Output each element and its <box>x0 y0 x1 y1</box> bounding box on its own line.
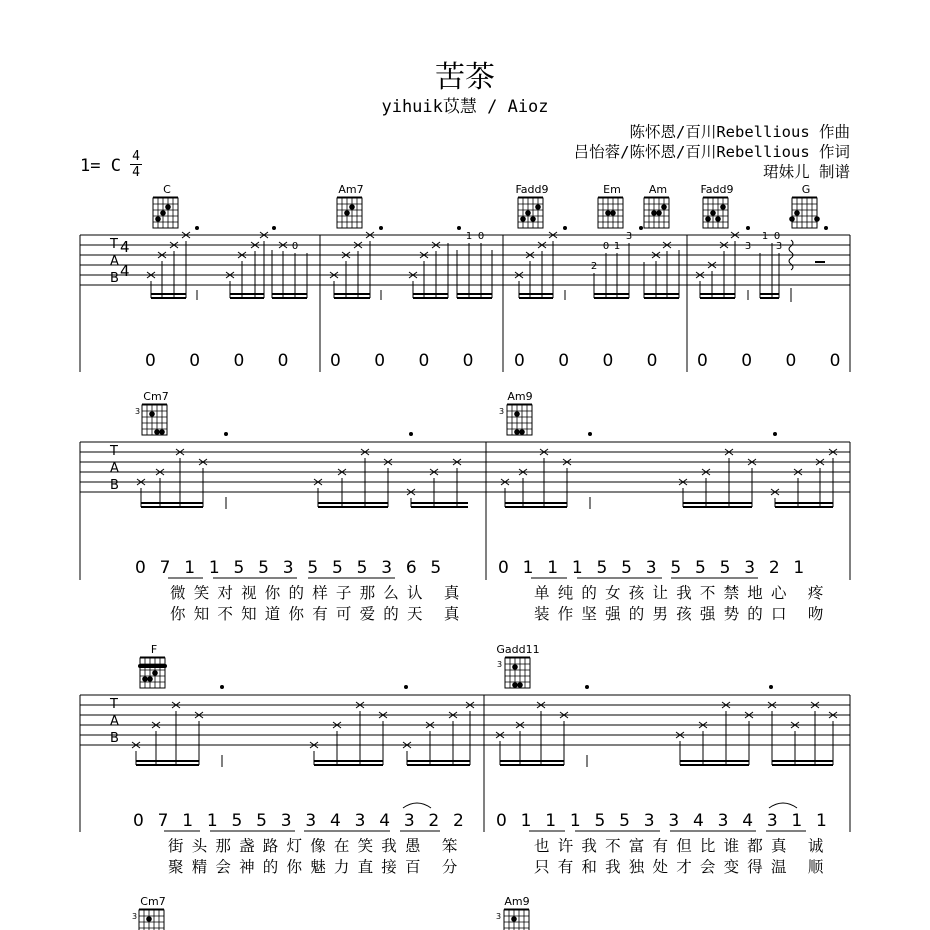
rhythm-stems-1 <box>151 240 825 302</box>
system-1 <box>80 183 850 372</box>
chord-name: Em <box>603 183 621 196</box>
svg-text:只有和我独处才会变得温 顺: 只有和我独处才会变得温 顺 <box>534 858 832 876</box>
lyricist-credit: 吕怡蓉/陈怀恩/百川Rebellious 作词 <box>573 143 850 161</box>
song-artist: yihuik苡慧 / Aioz <box>381 97 549 117</box>
svg-text:3: 3 <box>499 407 505 416</box>
chord-diagram-em <box>598 183 623 228</box>
svg-text:A: A <box>110 461 119 476</box>
numbered-notation-2 <box>135 558 808 578</box>
svg-text:0 7 1 1 5 5 3 3 4 3 4 3 2: 0 7 1 1 5 5 3 3 4 3 4 3 2 2 <box>133 811 469 831</box>
transcriber-credit: 珺妹儿 制谱 <box>763 163 850 181</box>
svg-text:Am9: Am9 <box>504 895 530 908</box>
svg-text:F: F <box>150 643 158 656</box>
svg-text:2: 2 <box>590 261 598 272</box>
time-signature-bottom: 4 <box>132 165 140 180</box>
beat-dots-2 <box>224 432 777 436</box>
chord-name: Fadd9 <box>700 183 734 196</box>
svg-text:0 0 0 0: 0 0 0 0 <box>697 351 841 371</box>
svg-text:0: 0 <box>291 241 299 252</box>
svg-text:0: 0 <box>477 231 485 242</box>
lyrics-2 <box>170 583 832 623</box>
svg-text:Am9: Am9 <box>507 390 533 403</box>
tab-fret-numbers-1 <box>292 231 782 272</box>
chord-diagram-am7 <box>337 183 364 228</box>
chord-name: G <box>801 183 811 196</box>
svg-text:Cm7: Cm7 <box>143 390 169 403</box>
svg-text:1: 1 <box>465 231 473 242</box>
composer-credit: 陈怀恩/百川Rebellious 作曲 <box>629 123 850 141</box>
beat-dots-3 <box>220 685 773 689</box>
rhythm-stems-2 <box>141 458 833 509</box>
tab-time-bottom: 4 <box>120 262 130 280</box>
tab-time-top: 4 <box>120 238 130 256</box>
svg-text:0 0 0 0: 0 0 0 0 <box>514 351 658 371</box>
svg-text:Gadd11: Gadd11 <box>496 643 540 656</box>
svg-text:T: T <box>110 444 118 459</box>
chord-diagram-am9 <box>499 390 533 435</box>
svg-text:0 7 1 1 5 5 3 5 5 5 3 6 5: 0 7 1 1 5 5 3 5 5 5 3 6 5 <box>135 558 446 578</box>
svg-text:也许我不富有但比谁都真 诚: 也许我不富有但比谁都真 诚 <box>534 837 832 855</box>
svg-text:0: 0 <box>773 231 781 242</box>
chord-name: C <box>163 183 171 196</box>
svg-text:1: 1 <box>761 231 769 242</box>
chord-diagram-c <box>153 183 178 228</box>
chord-diagram-am <box>644 183 669 228</box>
svg-text:0 1 1 1 5 5 3 3 4 3 4 3 1: 0 1 1 1 5 5 3 3 4 3 4 3 1 1 <box>496 811 832 831</box>
svg-text:A: A <box>110 714 119 729</box>
svg-text:3: 3 <box>132 912 138 921</box>
chord-diagram-cm7-2 <box>132 895 166 930</box>
chord-diagram-g <box>789 183 820 228</box>
svg-text:0 1 1 1 5 5 3 5 5 5 3 2 1: 0 1 1 1 5 5 3 5 5 5 3 2 1 <box>498 558 809 578</box>
measure-numbers-1 <box>145 351 840 371</box>
system-4 <box>132 895 530 930</box>
system-3 <box>80 643 850 876</box>
time-signature-top: 4 <box>132 149 140 164</box>
svg-text:微笑对视你的样子那么认 真: 微笑对视你的样子那么认 真 <box>170 584 468 602</box>
song-title: 苦茶 <box>435 60 495 95</box>
svg-text:1: 1 <box>613 241 621 252</box>
numbered-notation-3 <box>133 811 831 831</box>
system-2 <box>80 390 850 623</box>
tab-letter-b: B <box>110 271 119 286</box>
svg-text:0: 0 <box>602 241 610 252</box>
chord-name: Am <box>648 183 668 196</box>
svg-text:3: 3 <box>744 241 752 252</box>
beat-dots-1 <box>195 226 828 230</box>
chord-name: Fadd9 <box>515 183 549 196</box>
tab-letter-a: A <box>110 254 119 269</box>
key-signature: 1= C <box>80 156 121 176</box>
chord-diagram-am9-2 <box>496 895 530 930</box>
svg-text:T: T <box>110 697 118 712</box>
svg-text:聚精会神的你魅力直接百 分: 聚精会神的你魅力直接百 分 <box>168 858 466 876</box>
tab-letter-t: T <box>110 237 118 252</box>
svg-text:3: 3 <box>496 912 502 921</box>
svg-text:B: B <box>110 478 119 493</box>
chord-diagram-cm7 <box>135 390 169 435</box>
svg-text:街头那盏路灯像在笑我愚 笨: 街头那盏路灯像在笑我愚 笨 <box>168 837 466 855</box>
svg-text:3: 3 <box>497 660 503 669</box>
svg-text:装作坚强的男孩强势的口 吻: 装作坚强的男孩强势的口 吻 <box>534 605 832 623</box>
svg-text:3: 3 <box>775 241 783 252</box>
chord-diagram-fadd9 <box>515 183 548 228</box>
svg-text:你知不知道你有可爱的天 真: 你知不知道你有可爱的天 真 <box>170 605 468 623</box>
svg-text:0 0 0 0: 0 0 0 0 <box>145 351 289 371</box>
chord-diagram-gadd11 <box>496 643 539 688</box>
chord-diagram-fadd9-2 <box>700 183 733 228</box>
chord-diagram-f <box>138 643 167 688</box>
svg-text:3: 3 <box>135 407 141 416</box>
svg-text:单纯的女孩让我不禁地心 疼: 单纯的女孩让我不禁地心 疼 <box>534 584 832 602</box>
chord-name: Am7 <box>338 183 364 196</box>
lyrics-3 <box>168 836 832 876</box>
svg-text:B: B <box>110 731 119 746</box>
svg-text:0 0 0 0: 0 0 0 0 <box>330 351 474 371</box>
svg-text:Cm7: Cm7 <box>140 895 166 908</box>
svg-text:3: 3 <box>625 231 633 242</box>
